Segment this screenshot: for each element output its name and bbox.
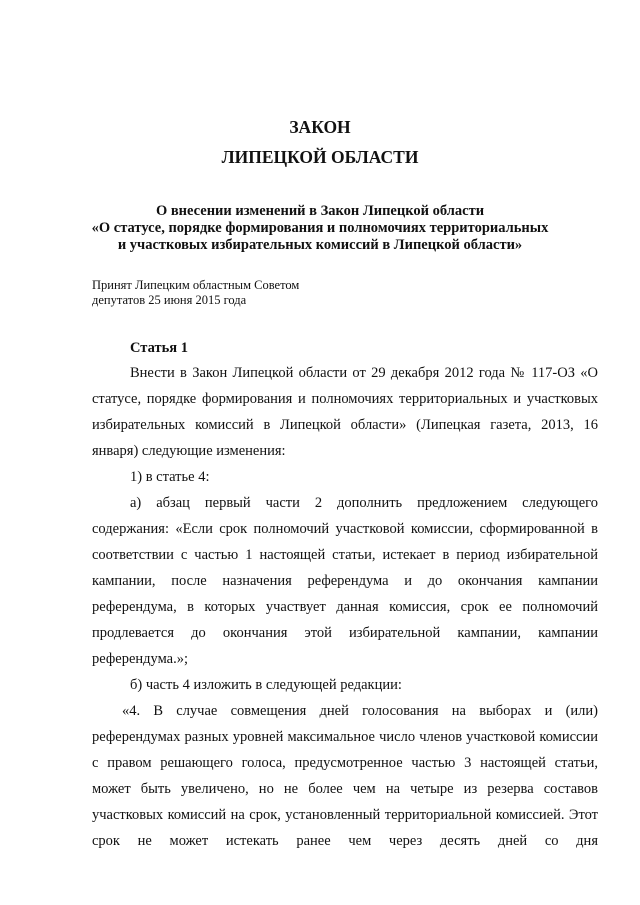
law-subtitle-line2: «О статусе, порядке формирования и полномочиях территориальных: [91, 220, 549, 236]
law-subtitle-line1: О внесении изменений в Закон Липецкой области: [155, 203, 485, 219]
article-body: [92, 360, 598, 854]
adoption-note: [92, 278, 299, 308]
law-title-line2: ЛИПЕЦКОЙ ОБЛАСТИ: [221, 147, 419, 167]
adoption-line2: депутатов 25 июня 2015 года: [92, 293, 247, 307]
quoted-part-4: «4. В случае совмещения дней голосования на выборах и (или) референдумах разных уровней максимальное число членов участковой комиссии с правом решающего голоса, предусмотренное частью 3 настоящей статьи, может быть увеличено, но не более чем на четыре из резерва составов участковых комиссий на срок, установленный территориальной комиссией. Этот срок не может истекать ранее чем через десять дней со дня: [92, 703, 598, 849]
article-heading: Статья 1: [130, 340, 188, 356]
item-b: б) часть 4 изложить в следующей редакции:: [130, 677, 402, 693]
item-a-paragraph: а) абзац первый части 2 дополнить предложением следующего содержания: «Если срок полномочий участковой комиссии, сформированной в соответствии с частью 1 настоящей статьи, истекает в период избирательной кампании, после назначения референдума и до окончания кампании референдума, в которых участвует данная комиссия, срок ее полномочий продлевается до окончания этой избирательной кампании, кампании референдума.»;: [92, 495, 598, 667]
item-1: 1) в статье 4:: [130, 469, 210, 485]
adoption-line1: Принят Липецким областным Советом: [92, 278, 300, 292]
law-title-line1: ЗАКОН: [289, 117, 351, 137]
law-subtitle-line3: и участковых избирательных комиссий в Липецкой области»: [117, 237, 523, 253]
article-intro-paragraph: Внести в Закон Липецкой области от 29 декабря 2012 года № 117-ОЗ «О статусе, порядке формирования и полномочиях территориальных и участковых избирательных комиссий в Липецкой области» (Липецкая газета, 2013, 16 января) следующие изменения:: [92, 365, 598, 459]
